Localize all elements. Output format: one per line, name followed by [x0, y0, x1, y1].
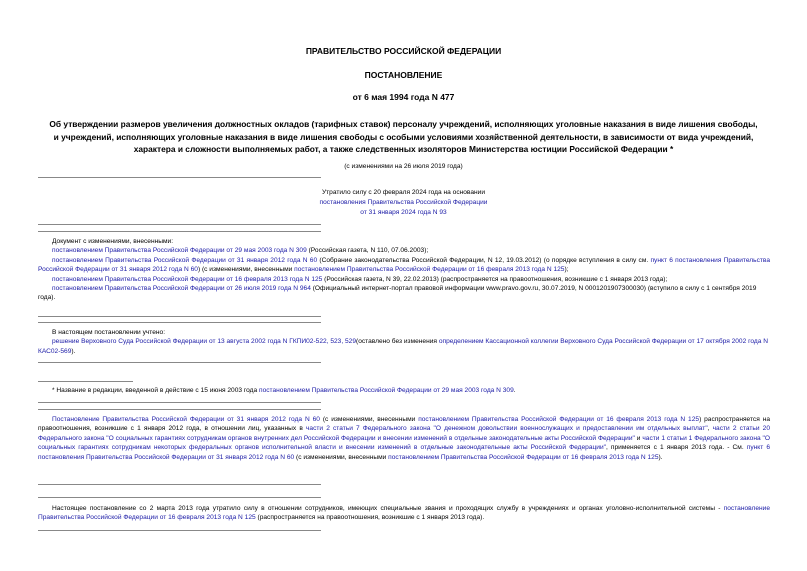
footnote-link[interactable]: постановлением Правительства Российской Федерации от 29 мая 2003 года N 309 [259, 387, 514, 394]
document-title: Об утверждении размеров увеличения должностных окладов (тарифных ставок) персоналу учреждений, исполняющих уголовные наказания в виде лишения свободы, и учреждений, исполняющих уголовные наказания в виде лишения свободы с особыми условиями хозяйственной деятельности, в зависимости от вида учреждений, характера и сложности выполняемых работ, а также следственных изоляторов Министерства юстиции Российской Федерации * [49, 119, 758, 154]
note-link[interactable]: пункт 6 постановления Правительства Российской Федерации от 31 января 2012 года N 60 [38, 444, 770, 461]
amendments-block [38, 237, 770, 303]
court-decision-link[interactable]: решение Верховного Суда Российской Федерации от 13 августа 2002 года N ГКПИ02-522, 523, 529 [52, 338, 357, 346]
note-2012-block [38, 415, 770, 462]
invalid-note-link-date[interactable]: от 31 января 2024 года N 93 [360, 209, 447, 216]
footnote-text: * Название в редакции, введенной в действие с 15 июня 2003 года постановлением Правительства Российской Федерации от 29 мая 2003 года N 309. [52, 387, 516, 394]
separator-line [38, 530, 321, 531]
separator-line [38, 484, 321, 485]
invalid-note-line: Утратило силу с 20 февраля 2024 года на основании [321, 189, 486, 196]
amendment-item: постановлением Правительства Российской Федерации от 29 мая 2003 года N 309 (Российская газета, N 110, 07.06.2003); [52, 247, 429, 255]
amendment-link[interactable]: пункт 6 постановления Правительства Российской Федерации от 31 января 2012 года N 60 [38, 256, 771, 274]
amendment-item: постановлением Правительства Российской Федерации от 16 февраля 2013 года N 125 (Российская газета, N 39, 22.02.2013) (распространяется на правоотношения, возникшие с 1 января 2013 года); [52, 275, 668, 283]
separator-line [38, 362, 321, 363]
government-heading: ПРАВИТЕЛЬСТВО РОССИЙСКОЙ ФЕДЕРАЦИИ [305, 46, 502, 56]
separator-line [38, 177, 321, 178]
note-link[interactable]: части 2 статьи 20 Федерального закона "О социальных гарантиях сотрудникам органов внутренних дел Российской Федерации и внесении изменений в отдельные законодательные акты Российской Федерации" [38, 425, 770, 442]
note-link[interactable]: постановлением Правительства Российской Федерации от 16 февраля 2013 года N 125 [388, 453, 659, 461]
separator-line [38, 322, 321, 323]
amendment-item: постановлением Правительства Российской Федерации от 31 января 2012 года N 60 (Собрание законодательства Российской Федерации, N 12, 19.03.2012) (о порядке вступления в силу см. пункт 6 постановления Правительства Российской Федерации от 31 января 2012 года N 60) (с изменениями, внесенными постановлением Правительства Российской Федерации от 16 февраля 2013 года N 125); [38, 256, 771, 274]
separator-line [38, 316, 321, 317]
considered-intro: В настоящем постановлении учтено: [52, 329, 166, 336]
court-ruling-link[interactable]: определением Кассационной коллегии Верховного Суда Российской Федерации от 17 октября 2002 года N КАС02-569 [38, 338, 768, 355]
document-date-number: от 6 мая 1994 года N 477 [352, 92, 455, 102]
note-2012-text: Постановление Правительства Российской Федерации от 31 января 2012 года N 60 (с изменениями, внесенными постановлением Правительства Российской Федерации от 16 февраля 2013 года N 125) распространяется на правоотношения, возникшие с 1 января 2012 года, в отношении лиц, указанных в части 2 статьи 7 Федерального закона "О денежном довольствии военнослужащих и предоставлении им отдельных выплат", части 2 статьи 20 Федерального закона "О социальных гарантиях сотрудникам органов внутренних дел Российской Федерации и внесении изменений в отдельные законодательные акты Российской Федерации" и части 1 статьи 1 Федерального закона "О социальных гарантиях сотрудникам некоторых федеральных органов исполнительной власти и внесении изменений в отдельные законодательные акты Российской Федерации", применяется с 1 января 2013 года. - См. пункт 6 постановления Правительства Российской Федерации от 31 января 2012 года N 60 (с изменениями, внесенными постановлением Правительства Российской Федерации от 16 февраля 2013 года N 125). [38, 416, 770, 461]
footnote-block [38, 386, 770, 395]
note-link[interactable]: части 1 статьи 1 Федерального закона "О социальных гарантиях сотрудникам некоторых федеральных органов исполнительной власти и внесении изменений в отдельные законодательные акты Российской Федерации" [38, 434, 770, 452]
note-link[interactable]: части 2 статьи 7 Федерального закона "О денежном довольствии военнослужащих и предоставлении им отдельных выплат" [305, 425, 708, 433]
amendment-link[interactable]: постановлением Правительства Российской Федерации от 31 января 2012 года N 60 [52, 256, 318, 264]
separator-line [38, 231, 321, 232]
amendment-link[interactable]: постановлением Правительства Российской Федерации от 29 мая 2003 года N 309 [52, 247, 307, 255]
separator-line [38, 224, 321, 225]
note-link[interactable]: Постановление Правительства Российской Федерации от 31 января 2012 года N 60 [52, 416, 320, 423]
note-link[interactable]: постановление Правительства Российской Федерации от 16 февраля 2013 года N 125 [38, 505, 770, 522]
considered-item: решение Верховного Суда Российской Федерации от 13 августа 2002 года N ГКПИ02-522, 523, 529(оставлено без изменения определением Кассационной коллегии Верховного Суда Российской Федерации от 17 октября 2002 года N КАС02-569). [38, 338, 768, 355]
document-type-heading: ПОСТАНОВЛЕНИЕ [364, 70, 443, 80]
note-2013-text: Настоящее постановление со 2 марта 2013 года утратило силу в отношении сотрудников, имеющих специальные звания и проходящих службу в учреждениях и органах уголовно-исполнительной системы - постановление Правительства Российской Федерации от 16 февраля 2013 года N 125 (распространяется на правоотношения, возникшие с 1 января 2013 года). [38, 505, 770, 522]
changes-note: (с изменениями на 26 июля 2019 года) [344, 163, 463, 170]
separator-line [38, 409, 321, 410]
amendment-item: постановлением Правительства Российской Федерации от 26 июля 2019 года N 964 (Официальный интернет-портал правовой информации www.pravo.gov.ru, 30.07.2019, N 0001201907300030) (вступило в силу с 1 сентября 2019 года). [38, 285, 757, 302]
considered-block [38, 328, 770, 356]
footnote-separator [38, 381, 133, 382]
invalid-note-link[interactable]: постановления Правительства Российской Федерации [319, 199, 488, 206]
amendment-link[interactable]: постановлением Правительства Российской Федерации от 16 февраля 2013 года N 125 [294, 266, 565, 274]
separator-line [38, 497, 321, 498]
separator-line [38, 402, 321, 403]
note-2013-block [38, 504, 770, 523]
amendment-link[interactable]: постановлением Правительства Российской Федерации от 16 февраля 2013 года N 125 [52, 275, 323, 283]
amendment-link[interactable]: постановлением Правительства Российской Федерации от 26 июля 2019 года N 964 [52, 285, 311, 293]
amendments-intro: Документ с изменениями, внесенными: [52, 238, 174, 245]
note-link[interactable]: постановлением Правительства Российской Федерации от 16 февраля 2013 года N 125 [418, 416, 700, 423]
